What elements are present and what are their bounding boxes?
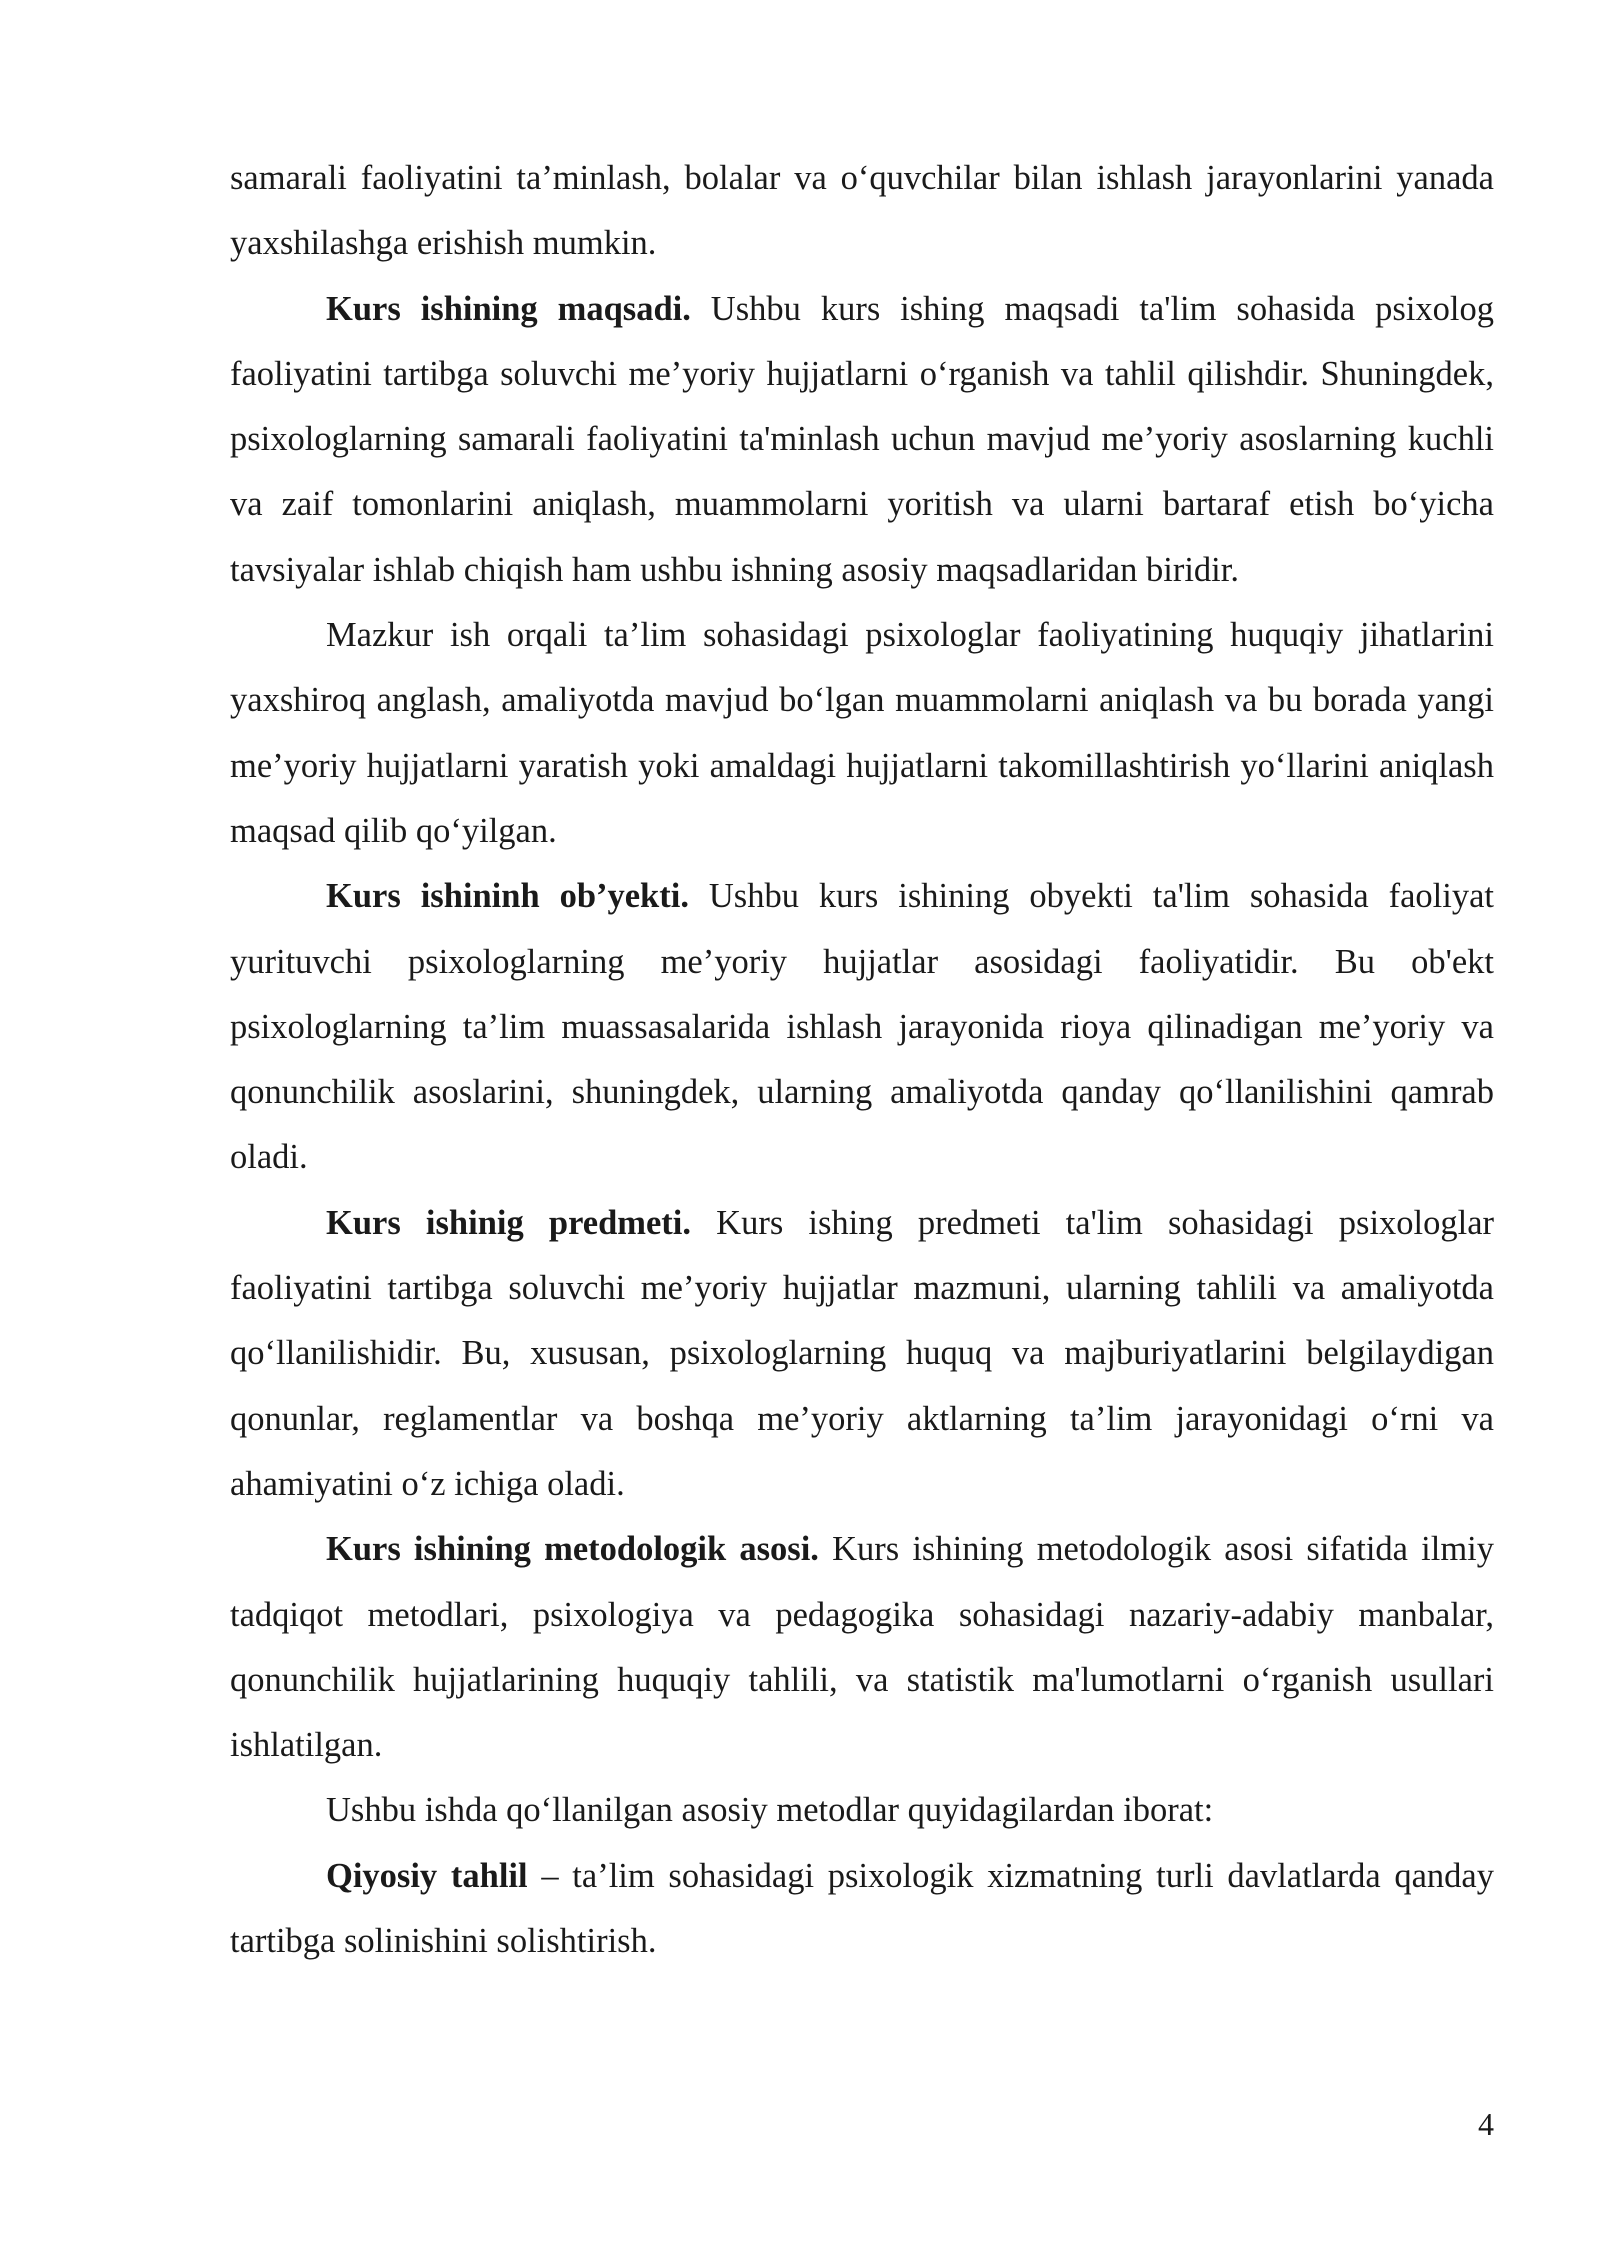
paragraph-heading: Kurs ishining metodologik asosi. (326, 1530, 819, 1569)
paragraph-heading: Kurs ishininh ob’yekti. (326, 877, 689, 916)
paragraph-subject (230, 1191, 1494, 1517)
paragraph-text: Mazkur ish orqali ta’lim sohasidagi psixologlar faoliyatining huquqiy jihatlarini yaxshiroq anglash, amaliyotda mavjud bo‘lgan muammolarni aniqlash va bu borada yangi me’yoriy hujjatlarni yaratish yoki amaldagi hujjatlarni takomillashtirish yo‘llarini aniqlash maqsad qilib qo‘yilgan. (230, 616, 1494, 850)
paragraph-text: Ushbu kurs ishining obyekti ta'lim sohasida faoliyat yurituvchi psixologlarning me’yoriy hujjatlar asosidagi faoliyatidir. Bu ob'ekt psixologlarning ta’lim muassasalarida ishlash jarayonida rioya qilinadigan me’yoriy va qonunchilik asoslarini, shuningdek, ularning amaliyotda qanday qo‘llanilishini qamrab oladi. (230, 877, 1494, 1177)
paragraph-goal (230, 277, 1494, 603)
paragraph-text: Ushbu kurs ishing maqsadi ta'lim sohasida psixolog faoliyatini tartibga soluvchi me’yoriy hujjatlarni o‘rganish va tahlil qilishdir. Shuningdek, psixologlarning samarali faoliyatini ta'minlash uchun mavjud me’yoriy asoslarning kuchli va zaif tomonlarini aniqlash, muammolarni yoritish va ularni bartaraf etish bo‘yicha tavsiyalar ishlab chiqish ham ushbu ishning asosiy maqsadlaridan biridir. (230, 289, 1494, 589)
paragraph-text: – ta’lim sohasidagi psixologik xizmatning turli davlatlarda qanday tartibga solinishini solishtirish. (230, 1856, 1494, 1961)
paragraph-object (230, 864, 1494, 1190)
paragraph-text: samarali faoliyatini ta’minlash, bolalar va o‘quvchilar bilan ishlash jarayonlarini yanada yaxshilashga erishish mumkin. (230, 159, 1494, 263)
paragraph-methodology (230, 1517, 1494, 1778)
page-number: 4 (1478, 2106, 1494, 2142)
paragraph-heading: Qiyosiy tahlil (326, 1856, 528, 1895)
paragraph-text: Kurs ishining metodologik asosi sifatida ilmiy tadqiqot metodlari, psixologiya va pedagogika sohasidagi nazariy-adabiy manbalar, qonunchilik hujjatlarining huquqiy tahlili, va statistik ma'lumotlarni o‘rganish usullari ishlatilgan. (230, 1530, 1494, 1765)
paragraph-comparative-analysis (230, 1844, 1494, 1975)
paragraph-heading: Kurs ishining maqsadi. (326, 289, 691, 328)
paragraph-purpose-detail (230, 603, 1494, 864)
paragraph-methods-intro (230, 1778, 1494, 1843)
paragraph-heading: Kurs ishinig predmeti. (326, 1203, 692, 1242)
paragraph-text: Kurs ishing predmeti ta'lim sohasidagi psixologlar faoliyatini tartibga soluvchi me’yoriy hujjatlar mazmuni, ularning tahlili va amaliyotda qo‘llanilishidir. Bu, xususan, psixologlarning huquq va majburiyatlarini belgilaydigan qonunlar, reglamentlar va boshqa me’yoriy aktlarning ta’lim jarayonidagi o‘rni va ahamiyatini o‘z ichiga oladi. (230, 1203, 1494, 1503)
paragraph-continuation (230, 146, 1494, 277)
paragraph-text: Ushbu ishda qo‘llanilgan asosiy metodlar quyidagilardan iborat: (326, 1791, 1214, 1830)
body-text (230, 146, 1494, 1974)
